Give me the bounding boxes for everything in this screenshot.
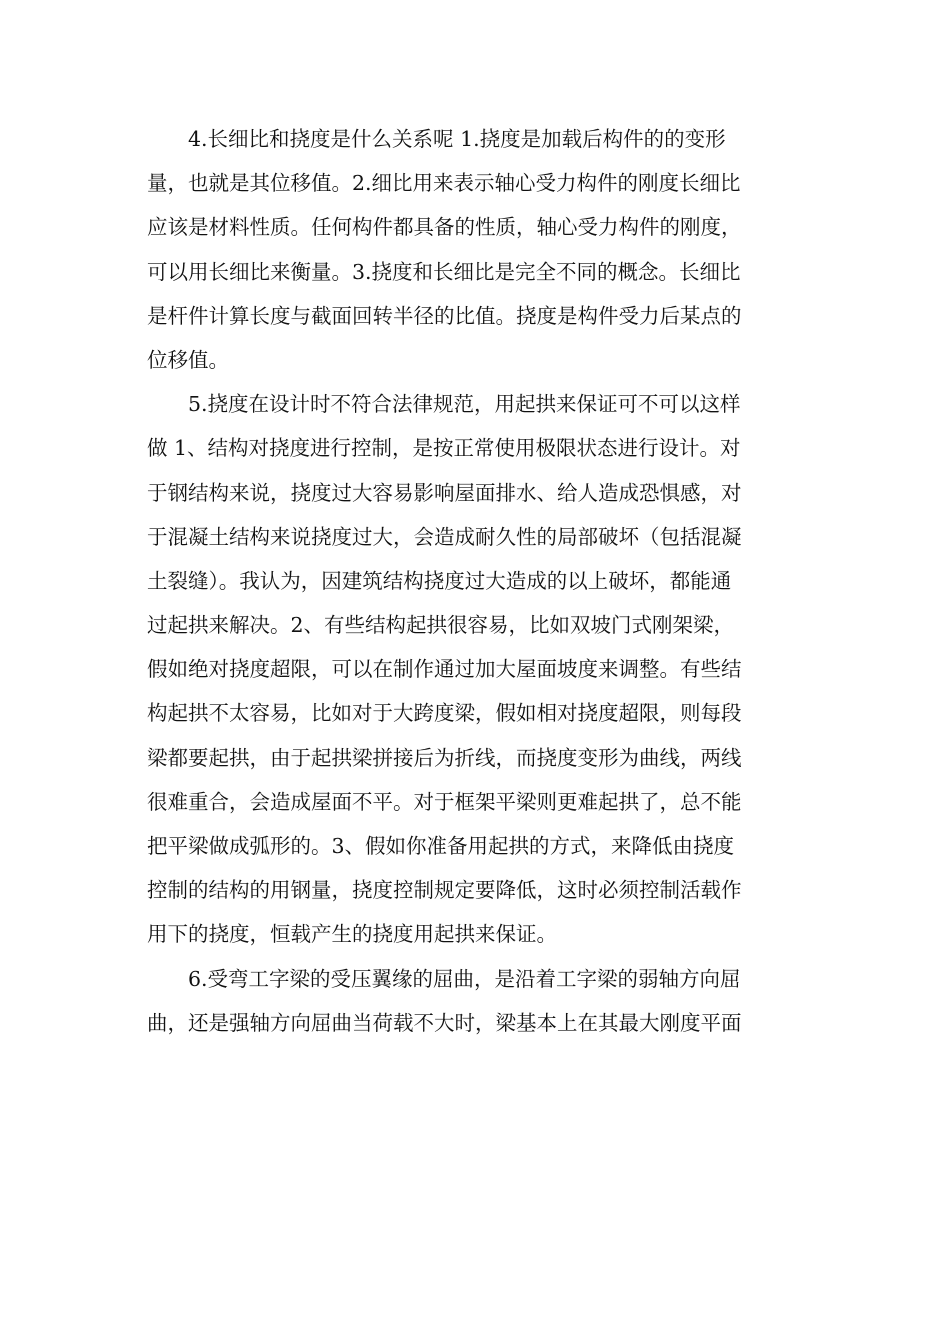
text-line: 于混凝土结构来说挠度过大，会造成耐久性的局部破坏（包括混凝 xyxy=(147,524,742,549)
text-line: 假如绝对挠度超限，可以在制作通过加大屋面坡度来调整。有些结 xyxy=(147,657,742,682)
text-line: 很难重合，会造成屋面不平。对于框架平梁则更难起拱了，总不能 xyxy=(147,789,742,814)
text-line: 4.长细比和挠度是什么关系呢 1.挠度是加载后构件的的变形 xyxy=(188,127,726,151)
paragraph-5 xyxy=(147,382,803,956)
text-line: 控制的结构的用钢量，挠度控制规定要降低，这时必须控制活载作 xyxy=(147,878,742,903)
text-line: 量，也就是其位移值。2.细比用来表示轴心受力构件的刚度长细比 xyxy=(147,171,741,196)
text-line: 用下的挠度，恒载产生的挠度用起拱来保证。 xyxy=(147,922,557,947)
text-line: 把平梁做成弧形的。3、假如你准备用起拱的方式，来降低由挠度 xyxy=(147,834,735,858)
text-line: 位移值。 xyxy=(147,347,229,372)
text-line: 5.挠度在设计时不符合法律规范，用起拱来保证可不可以这样 xyxy=(188,392,741,417)
text-line: 应该是材料性质。任何构件都具备的性质，轴心受力构件的刚度， xyxy=(147,215,742,240)
text-line: 6.受弯工字梁的受压翼缘的屈曲，是沿着工字梁的弱轴方向屈 xyxy=(188,966,741,991)
text-line: 做 1、结构对挠度进行控制，是按正常使用极限状态进行设计。对 xyxy=(147,436,741,461)
text-line: 于钢结构来说，挠度过大容易影响屋面排水、给人造成恐惧感，对 xyxy=(147,480,742,505)
text-line: 梁都要起拱，由于起拱梁拼接后为折线，而挠度变形为曲线，两线 xyxy=(147,745,742,770)
paragraph-6 xyxy=(147,957,803,1045)
text-line: 可以用长细比来衡量。3.挠度和长细比是完全不同的概念。长细比 xyxy=(147,259,741,284)
paragraph-4 xyxy=(147,117,803,382)
text-line: 土裂缝）。我认为，因建筑结构挠度过大造成的以上破坏，都能通 xyxy=(147,568,732,593)
text-line: 过起拱来解决。2、有些结构起拱很容易，比如双坡门式刚架梁， xyxy=(147,613,735,638)
text-line: 曲，还是强轴方向屈曲当荷载不大时，梁基本上在其最大刚度平面 xyxy=(147,1010,742,1035)
text-line: 是杆件计算长度与截面回转半径的比值。挠度是构件受力后某点的 xyxy=(147,303,742,328)
text-line: 构起拱不太容易，比如对于大跨度梁，假如相对挠度超限，则每段 xyxy=(147,701,742,726)
document-page xyxy=(147,117,803,1045)
